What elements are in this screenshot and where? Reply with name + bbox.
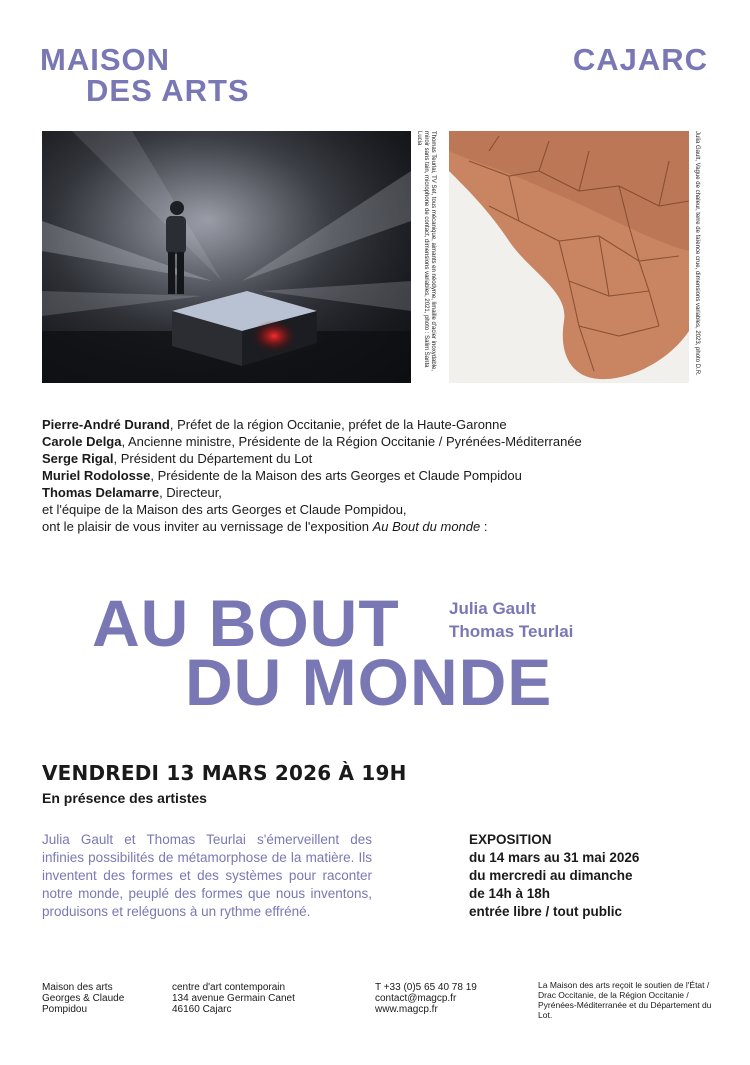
clay-photo (449, 131, 689, 383)
invite-line: ont le plaisir de vous inviter au vernissage de l'exposition Au Bout du monde : (42, 519, 488, 534)
footer-organization: Maison des arts Georges & Claude Pompidou (42, 982, 125, 1015)
footer-website-link[interactable]: www.magcp.fr (375, 1004, 438, 1015)
invitation-text (42, 416, 722, 535)
invite-line (42, 467, 722, 484)
exhibition-title-line-1: AU BOUT (92, 586, 400, 660)
city-title: CAJARC (572, 42, 708, 77)
invite-line (42, 416, 722, 433)
event-date: VENDREDI 13 MARS 2026 À 19H (42, 761, 407, 785)
footer-phone: T +33 (0)5 65 40 78 19 (375, 982, 477, 993)
exhibition-title-inline: Au Bout du monde (372, 519, 481, 534)
exhibition-title-line-2: DU MONDE (185, 645, 553, 719)
invite-role: , Présidente de la Maison des arts Georges et Claude Pompidou (150, 468, 522, 483)
invite-line (42, 450, 722, 467)
exhibition-description: Julia Gault et Thomas Teurlai s'émerveillent des infinies possibilités de métamorphose de la matière. Ils inventent des formes et des systèmes pour raconter notre monde, peuplé des formes que nous inventons, produisons et reléguons à un rythme effréné. (42, 832, 372, 919)
invite-role: , Président du Département du Lot (113, 451, 313, 466)
invite-name: Muriel Rodolosse (42, 468, 151, 483)
footer-support: La Maison des arts reçoit le soutien de l'État / Drac Occitanie, de la Région Occitanie / Pyrénées-Méditerranée et du Département du Lot. (538, 980, 712, 1020)
exhibition-dates: du 14 mars au 31 mai 2026 (469, 850, 640, 865)
brand-line-2: DES ARTS (86, 73, 250, 108)
invite-role: , Préfet de la région Occitanie, préfet de la Haute-Garonne (169, 417, 507, 432)
artist-name: Julia Gault (449, 599, 536, 618)
exhibition-info (469, 831, 639, 921)
installation-caption: Thomas Teurlai, TV Set, tous mécanique, aimants en néodyme, limaille d'acier inoxydable, miroir sans tain, microphone de contact, dimensions variables, 2021, photo : Salim Santa Lucia (416, 131, 436, 372)
invite-role: , Directeur, (159, 485, 222, 500)
clay-caption: Julia Gault, Vague de chaleur, terre de faïence crue, dimensions variables, 2023, photo D.R. (694, 131, 700, 376)
invite-line (42, 433, 722, 450)
invite-name: Pierre-André Durand (42, 417, 170, 432)
exhibition-hours: de 14h à 18h (469, 886, 551, 901)
invite-name: Carole Delga (42, 434, 122, 449)
invite-name: Serge Rigal (42, 451, 114, 466)
footer-address: centre d'art contemporain 134 avenue Germain Canet 46160 Cajarc (172, 982, 295, 1015)
invite-line (42, 484, 722, 501)
footer-email-link[interactable]: contact@magcp.fr (375, 993, 457, 1004)
clay-illustration (449, 131, 689, 383)
exhibition-entry: entrée libre / tout public (469, 904, 623, 919)
installation-illustration (42, 131, 411, 383)
footer-contact (375, 982, 515, 1015)
invite-role: , Ancienne ministre, Présidente de la Région Occitanie / Pyrénées-Méditerranée (121, 434, 582, 449)
invite-name: Thomas Delamarre (42, 485, 160, 500)
installation-photo (42, 131, 411, 383)
brand-line-1: MAISON (40, 42, 170, 77)
invite-team: et l'équipe de la Maison des arts Georges et Claude Pompidou, (42, 502, 407, 517)
exhibition-days: du mercredi au dimanche (469, 868, 633, 883)
exhibition-heading: EXPOSITION (469, 832, 552, 847)
artist-name: Thomas Teurlai (449, 622, 574, 641)
event-presence: En présence des artistes (42, 790, 207, 806)
